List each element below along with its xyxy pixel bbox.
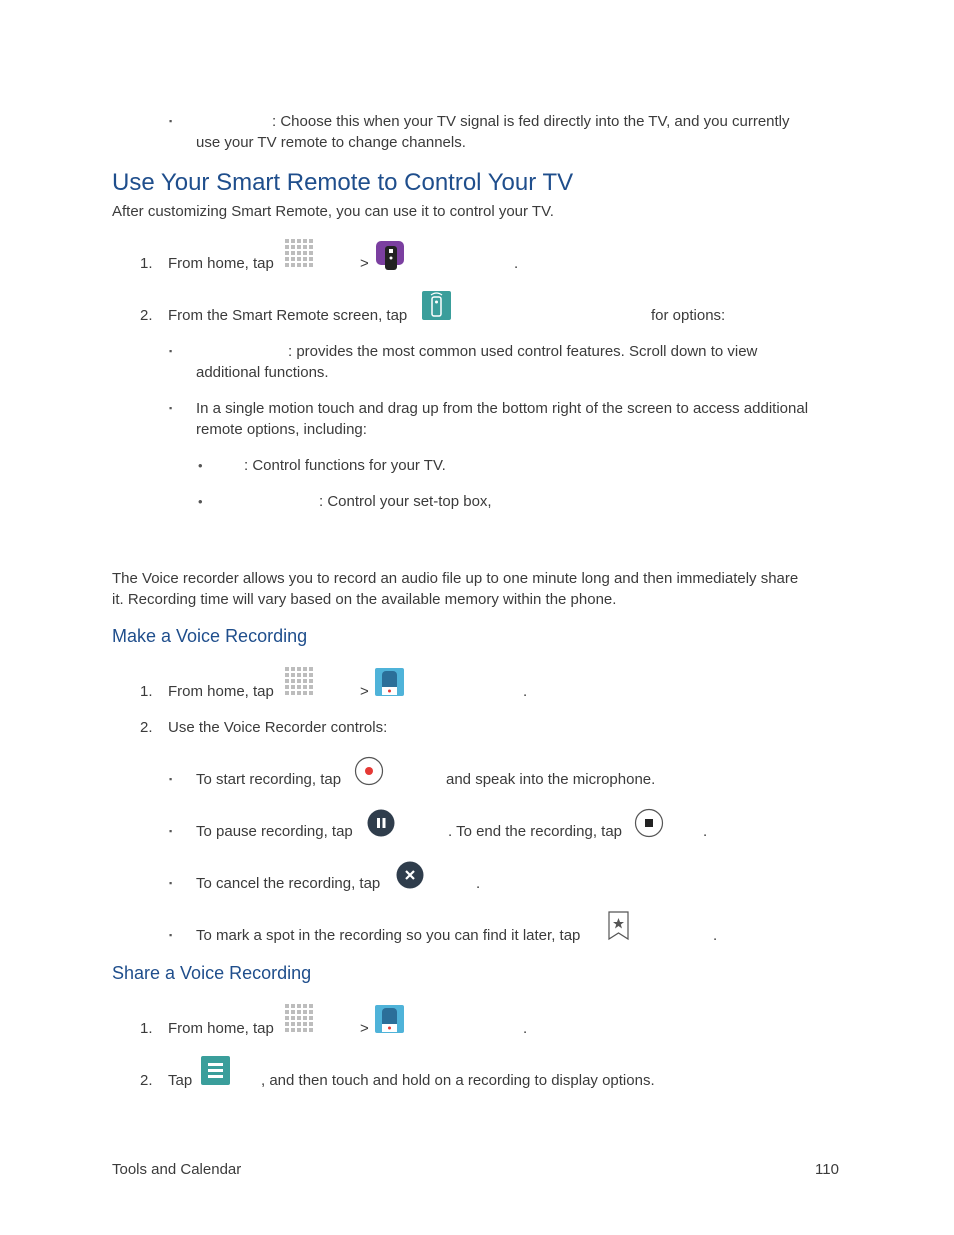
bullet-text-cont: use your TV remote to change channels.: [196, 134, 466, 151]
cancel-icon: [396, 860, 426, 894]
bullet-marker: ▪: [169, 878, 173, 888]
list-icon: [201, 1056, 231, 1090]
period: .: [523, 1020, 528, 1037]
record-icon: [354, 756, 384, 790]
remote-icon: [422, 291, 452, 325]
bullet-marker: ▪: [169, 403, 173, 413]
step-number: 1.: [140, 255, 153, 272]
bullet-text: In a single motion touch and drag up from the bottom right of the screen to access additional: [196, 400, 809, 417]
separator: >: [360, 1020, 369, 1037]
bullet-marker: ▪: [169, 774, 173, 784]
smart-remote-app-icon: [375, 240, 405, 274]
bullet-marker: ▪: [169, 346, 173, 356]
step-number: 1.: [140, 1020, 153, 1037]
bullet-text: : Choose this when your TV signal is fed directly into the TV, and you currently: [272, 113, 790, 130]
step-text: From home, tap: [168, 683, 274, 700]
step-text: From the Smart Remote screen, tap: [168, 307, 408, 324]
bookmark-icon: [607, 911, 631, 945]
bullet-text-mid: . To end the recording, tap: [448, 823, 623, 840]
step-number: 2.: [140, 1072, 153, 1089]
bullet-text: To mark a spot in the recording so you can find it later, tap: [196, 927, 581, 944]
voice-recorder-app-icon: [375, 668, 405, 702]
sub-bullet-text: : Control your set-top box,: [319, 493, 492, 510]
period: .: [713, 927, 718, 944]
section-title: Use Your Smart Remote to Control Your TV: [112, 169, 574, 196]
bullet-text: To cancel the recording, tap: [196, 875, 381, 892]
bullet-text: To start recording, tap: [196, 771, 342, 788]
bullet-text-cont: remote options, including:: [196, 421, 367, 438]
voice-recorder-app-icon: [375, 1005, 405, 1039]
sub-bullet-text: : Control functions for your TV.: [244, 457, 446, 474]
pause-icon: [367, 808, 397, 842]
apps-icon: [285, 239, 313, 267]
voice-intro: The Voice recorder allows you to record an audio file up to one minute long and then immediately share: [112, 570, 799, 587]
separator: >: [360, 683, 369, 700]
page-number: 110: [815, 1161, 839, 1178]
voice-intro-cont: it. Recording time will vary based on the available memory within the phone.: [112, 591, 617, 608]
period: .: [514, 255, 519, 272]
step-text: Tap: [168, 1072, 193, 1089]
period: .: [703, 823, 708, 840]
bullet-text: : provides the most common used control features. Scroll down to view: [288, 343, 758, 360]
bullet-text: To pause recording, tap: [196, 823, 353, 840]
bullet-text-cont: additional functions.: [196, 364, 329, 381]
bullet-marker: ▪: [169, 930, 173, 940]
bullet-marker: ▪: [169, 826, 173, 836]
footer-left: Tools and Calendar: [112, 1161, 242, 1178]
step-number: 2.: [140, 307, 153, 324]
section-intro: After customizing Smart Remote, you can use it to control your TV.: [112, 203, 554, 220]
apps-icon: [285, 667, 313, 695]
subsection-title: Make a Voice Recording: [112, 626, 308, 646]
step-text-post: , and then touch and hold on a recording to display options.: [261, 1072, 655, 1089]
bullet-marker: ▪: [169, 116, 173, 126]
step-number: 2.: [140, 719, 153, 736]
period: .: [523, 683, 528, 700]
subsection-title: Share a Voice Recording: [112, 963, 312, 983]
sub-bullet-marker: •: [198, 494, 203, 509]
step-text: Use the Voice Recorder controls:: [168, 719, 388, 736]
step-tail: for options:: [651, 307, 726, 324]
step-number: 1.: [140, 683, 153, 700]
bullet-text-post: and speak into the microphone.: [446, 771, 656, 788]
apps-icon: [285, 1004, 313, 1032]
separator: >: [360, 255, 369, 272]
stop-icon: [634, 808, 664, 842]
step-text: From home, tap: [168, 255, 274, 272]
sub-bullet-marker: •: [198, 458, 203, 473]
period: .: [476, 875, 481, 892]
step-text: From home, tap: [168, 1020, 274, 1037]
